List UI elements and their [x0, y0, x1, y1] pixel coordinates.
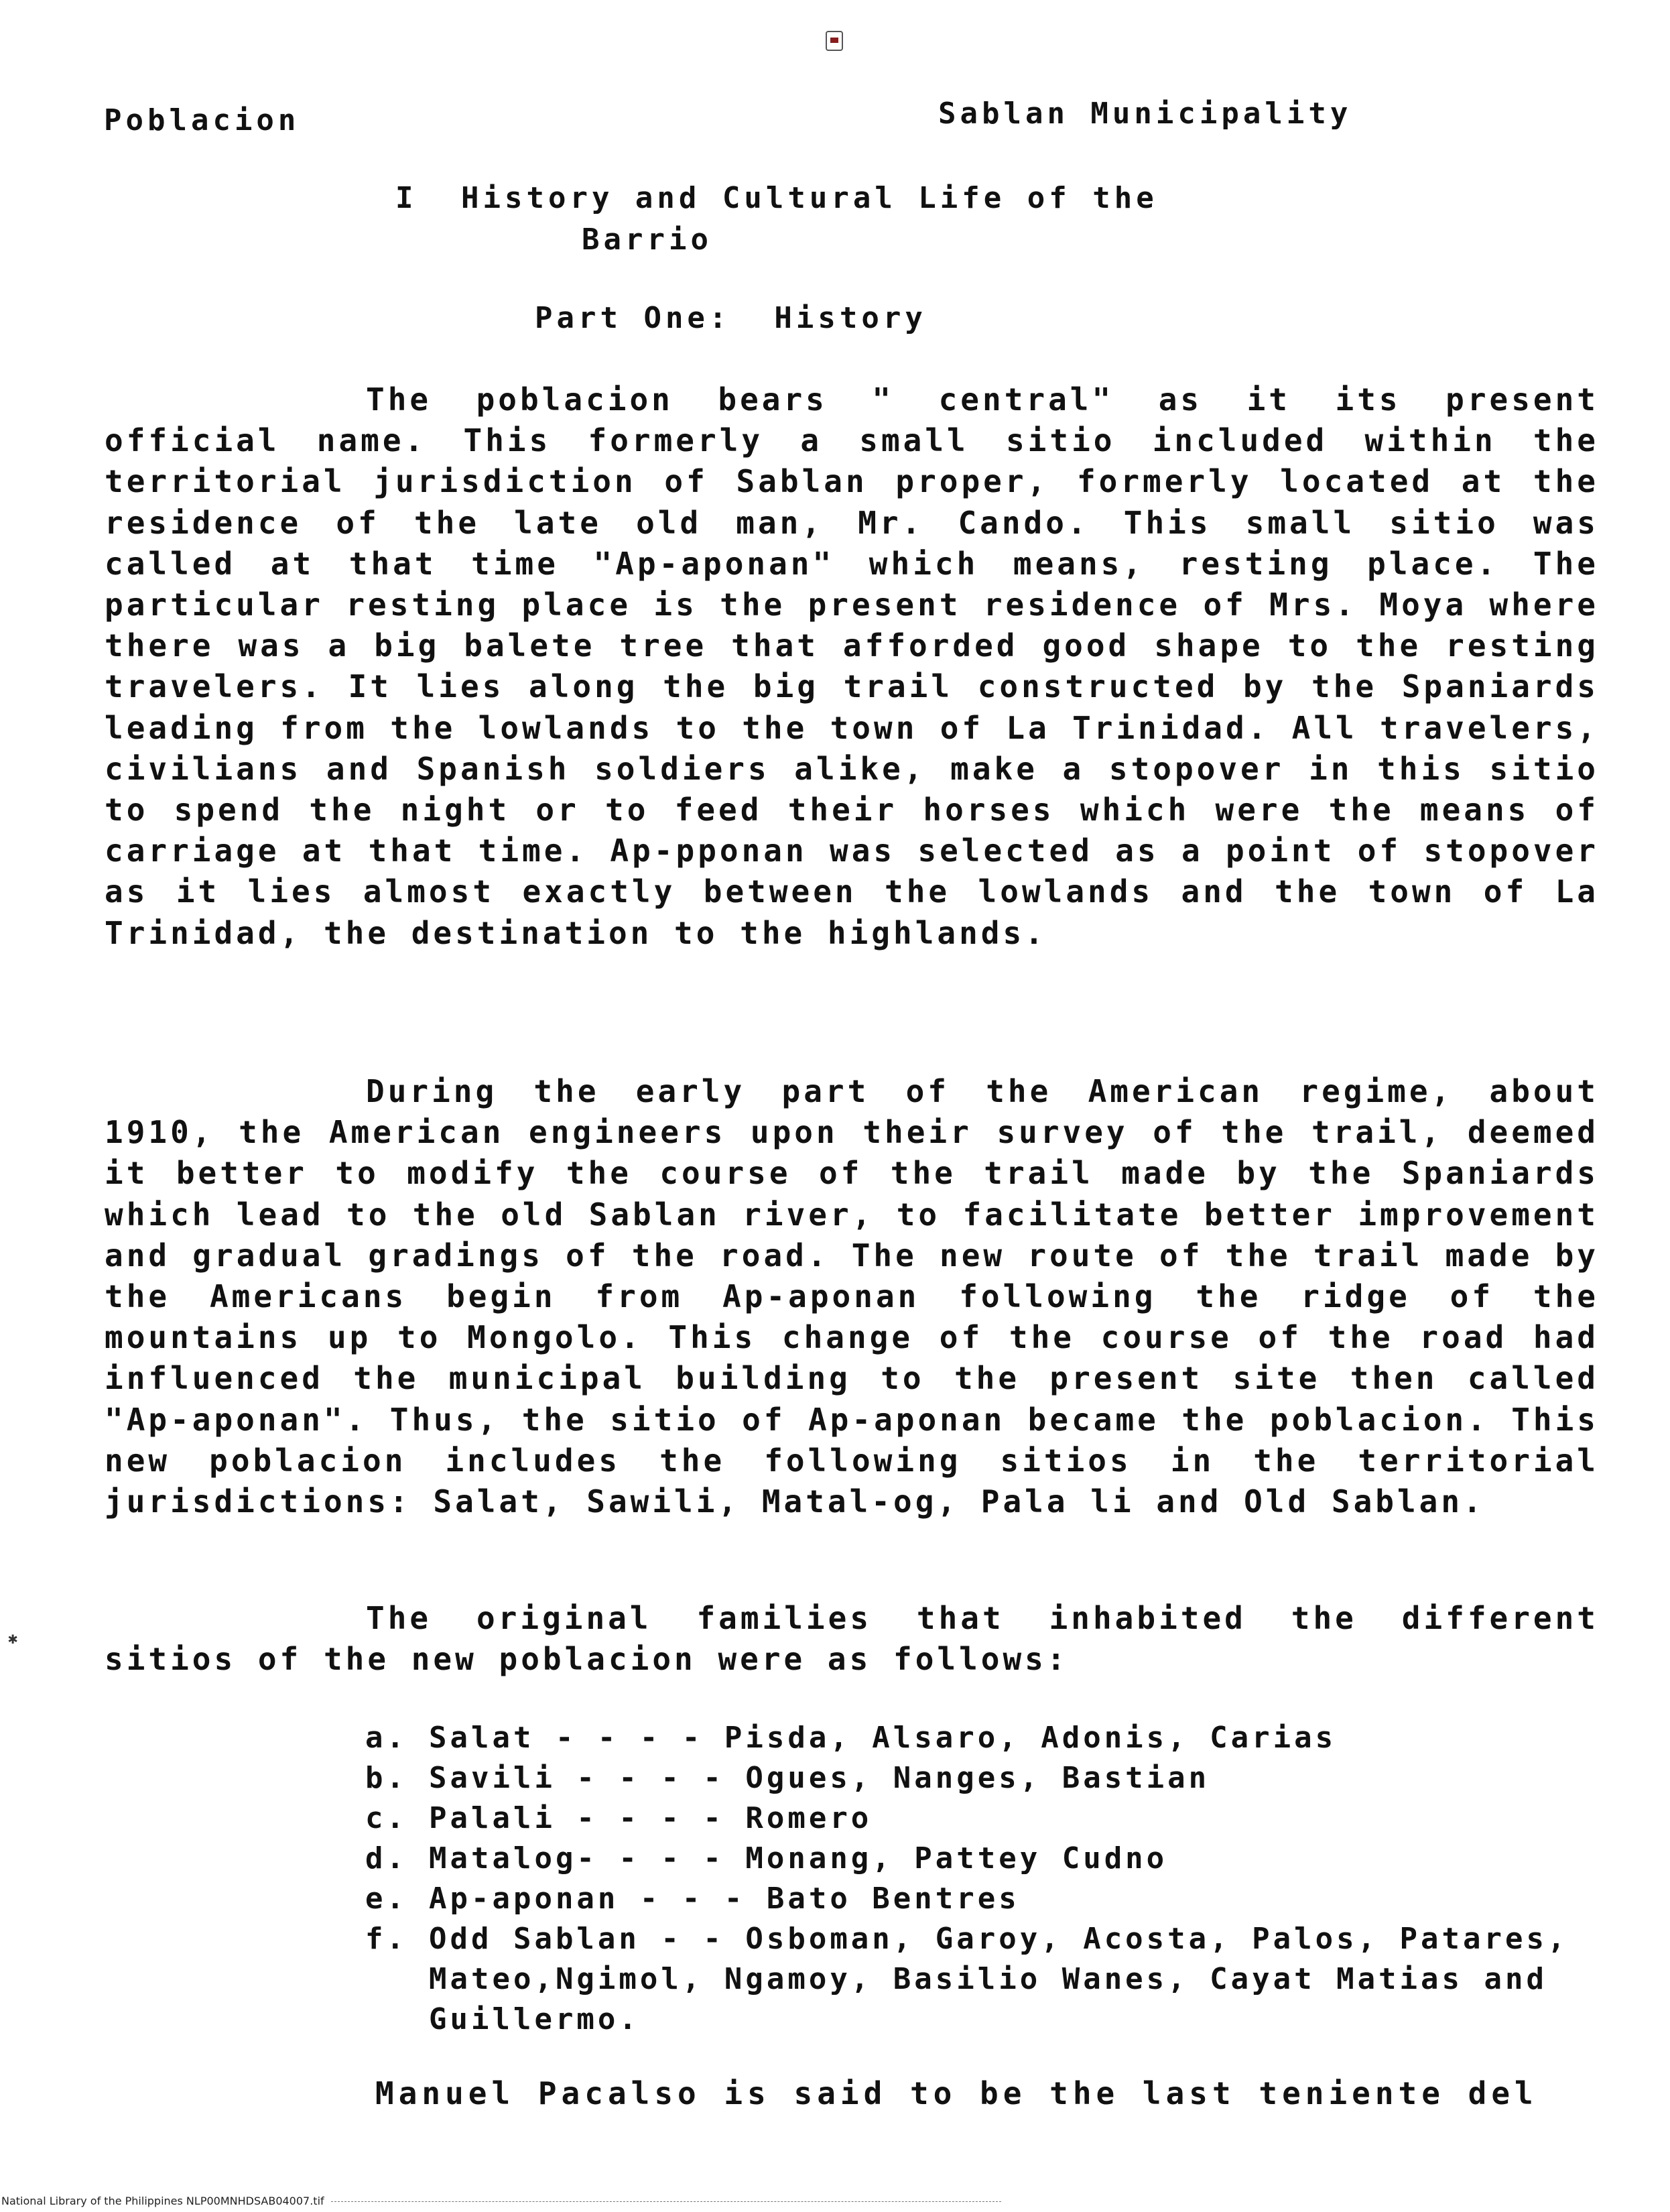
section-numeral: I — [395, 181, 418, 215]
list-letter: c. — [365, 1801, 407, 1835]
section-title-line2: Barrio — [582, 223, 712, 257]
list-letter: a. — [365, 1721, 407, 1755]
list-text: Matalog- - - - Monang, Pattey Cudno — [429, 1841, 1168, 1876]
list-text: Odd Sablan - - Osboman, Garoy, Acosta, Palos, Patares, Mateo,Ngimol, Ngamoy, Basilio Wanes, Cayat Matias and Guillermo. — [429, 1922, 1569, 2036]
paragraph-history: The poblacion bears " central" as it its present official name. This formerly a small sitio included within the territorial jurisdiction of Sablan proper, formerly located at the residence of the late old man, Mr. Cando. This small sitio was called at that time "Ap-aponan" which means, resting place. The particular resting place is the present residence of Mrs. Moya where there was a big balete tree that afforded good shape to the resting travelers. It lies along the big trail constructed by the Spaniards leading from the lowlands to the town of La Trinidad. All travelers, civilians and Spanish soldiers alike, make a stopover in this sitio to spend the night or to feed their horses which were the means of carriage at that time. Ap-pponan was selected as a point of stopover as it lies almost exactly between the lowlands and the town of La Trinidad, the destination to the highlands. — [105, 381, 1599, 951]
list-text: Salat - - - - Pisda, Alsaro, Adonis, Carias — [429, 1721, 1337, 1755]
list-text: Savili - - - - Ogues, Nanges, Bastian — [429, 1761, 1210, 1795]
list-text: Palali - - - - Romero — [429, 1801, 873, 1835]
list-item — [365, 1839, 1618, 1879]
list-item — [365, 1879, 1618, 1919]
header-municipality: Sablan Municipality — [938, 97, 1352, 131]
list-item — [365, 1919, 1618, 2040]
footer-text: National Library of the Philippines NLP00MNHDSAB04007.tif — [1, 2195, 324, 2207]
families-list — [365, 1718, 1618, 2040]
list-item — [365, 1798, 1618, 1839]
part-heading: Part One: History — [535, 301, 927, 335]
list-letter: f. — [365, 1922, 407, 1956]
list-text: Ap-aponan - - - Bato Bentres — [429, 1882, 1020, 1916]
scan-footer — [1, 2195, 1001, 2207]
list-letter: d. — [365, 1841, 407, 1876]
header-location: Poblacion — [104, 103, 300, 137]
footer-rule — [331, 2201, 1001, 2202]
margin-mark-icon: ✱ — [8, 1629, 18, 1648]
paragraph-american-regime: During the early part of the American regime, about 1910, the American engineers upon their survey of the trail, deemed it better to modify the course of the trail made by the Spaniards which lead to the old Sablan river, to facilitate better improvement and gradual gradings of the road. The new route of the trail made by the Americans begin from Ap-aponan following the ridge of the mountains up to Mongolo. This change of the course of the road had influenced the municipal building to the present site then called "Ap-aponan". Thus, the sitio of Ap-aponan became the poblacion. This new poblacion includes the following sitios in the territorial jurisdictions: Salat, Sawili, Matal-og, Pala li and Old Sablan. — [105, 1073, 1599, 1520]
section-title-line1: History and Cultural Life of the — [461, 181, 1158, 215]
closing-line: Manuel Pacalso is said to be the last teniente del — [375, 2075, 1538, 2111]
list-item — [365, 1718, 1618, 1758]
paragraph-original-families: The original families that inhabited the different sitios of the new poblacion were as follows: — [105, 1600, 1599, 1678]
list-letter: e. — [365, 1882, 407, 1916]
library-stamp-icon — [826, 31, 843, 51]
list-item — [365, 1758, 1618, 1798]
list-letter: b. — [365, 1761, 407, 1795]
